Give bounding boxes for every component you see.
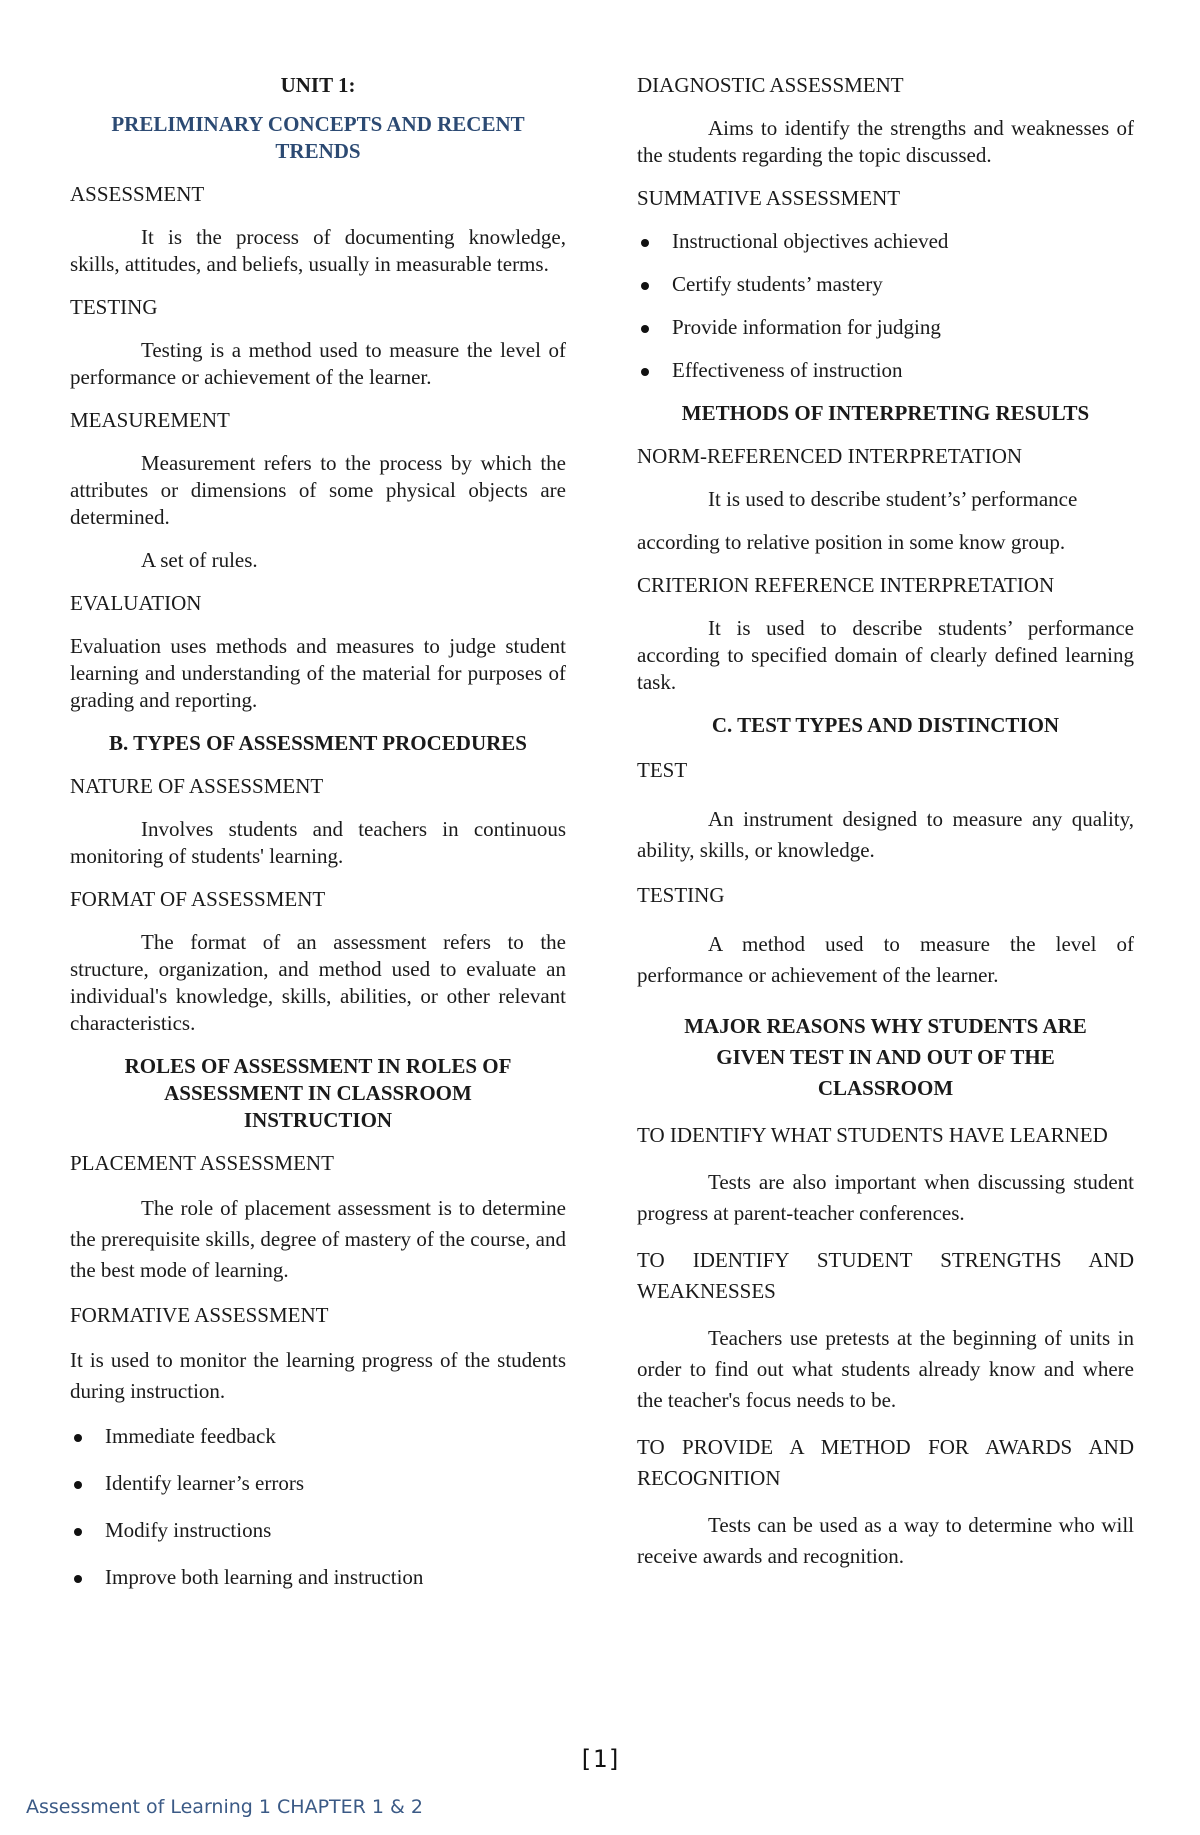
norm-heading: NORM-REFERENCED INTERPRETATION [637, 444, 1023, 468]
summative-bullet-list [637, 228, 1134, 384]
bullet-icon [74, 1434, 82, 1442]
summative-heading: SUMMATIVE ASSESSMENT [637, 186, 901, 210]
evaluation-definition: Evaluation uses methods and measures to judge student learning and understanding of the material for purposes of grading and reporting. [70, 634, 566, 712]
format-heading: FORMAT OF ASSESSMENT [70, 887, 326, 911]
criterion-definition: It is used to describe students’ performance according to specified domain of clearly defined learning task. [637, 616, 1134, 694]
testing-definition-right: A method used to measure the level of performance or achievement of the learner. [637, 932, 1134, 987]
formative-definition: It is used to monitor the learning progress of the students during instruction. [70, 1348, 566, 1403]
identify-strengths-text: Teachers use pretests at the beginning of units in order to find out what students already know and where the teacher's focus needs to be. [637, 1326, 1134, 1412]
list-item: Improve both learning and instruction [70, 1564, 566, 1591]
identify-learned-heading: TO IDENTIFY WHAT STUDENTS HAVE LEARNED [637, 1123, 1108, 1147]
test-heading: TEST [637, 758, 688, 782]
list-item: Provide information for judging [637, 314, 1134, 341]
norm-definition-line-2: according to relative position in some know group. [637, 530, 1066, 554]
list-item: Effectiveness of instruction [637, 357, 1134, 384]
testing-heading: TESTING [70, 295, 158, 319]
awards-heading: TO PROVIDE A METHOD FOR AWARDS AND RECOGNITION [637, 1435, 1134, 1490]
nature-definition: Involves students and teachers in continuous monitoring of students' learning. [70, 817, 566, 868]
nature-heading: NATURE OF ASSESSMENT [70, 774, 324, 798]
list-item: Identify learner’s errors [70, 1470, 566, 1497]
list-item: Modify instructions [70, 1517, 566, 1544]
left-column [70, 72, 566, 1611]
measurement-heading: MEASUREMENT [70, 408, 230, 432]
reasons-heading: MAJOR REASONS WHY STUDENTS ARE GIVEN TEST IN AND OUT OF THE CLASSROOM [684, 1014, 1087, 1100]
rules-text: A set of rules. [141, 548, 258, 572]
diagnostic-heading: DIAGNOSTIC ASSESSMENT [637, 73, 904, 97]
right-column [637, 72, 1134, 1588]
list-item: Instructional objectives achieved [637, 228, 1134, 255]
evaluation-heading: EVALUATION [70, 591, 202, 615]
testing-heading-right: TESTING [637, 883, 725, 907]
unit-title: UNIT 1: [280, 73, 356, 97]
norm-definition-line-1: It is used to describe student’s’ performance [708, 487, 1078, 511]
bullet-icon [74, 1481, 82, 1489]
test-types-heading: C. TEST TYPES AND DISTINCTION [711, 713, 1060, 737]
bullet-icon [74, 1528, 82, 1536]
identify-learned-text: Tests are also important when discussing student progress at parent-teacher conferences. [637, 1170, 1134, 1225]
awards-text: Tests can be used as a way to determine who will receive awards and recognition. [637, 1513, 1134, 1568]
criterion-heading: CRITERION REFERENCE INTERPRETATION [637, 573, 1055, 597]
types-heading: B. TYPES OF ASSESSMENT PROCEDURES [109, 731, 527, 755]
assessment-definition: It is the process of documenting knowledge, skills, attitudes, and beliefs, usually in measurable terms. [70, 225, 566, 276]
list-item: Immediate feedback [70, 1423, 566, 1450]
formative-bullet-list [70, 1423, 566, 1591]
measurement-definition: Measurement refers to the process by which the attributes or dimensions of some physical objects are determined. [70, 451, 566, 529]
placement-definition: The role of placement assessment is to determine the prerequisite skills, degree of mastery of the course, and the best mode of learning. [70, 1196, 566, 1282]
list-item: Certify students’ mastery [637, 271, 1134, 298]
footer-text: Assessment of Learning 1 CHAPTER 1 & 2 [26, 1796, 423, 1818]
identify-strengths-heading: TO IDENTIFY STUDENT STRENGTHS AND WEAKNESSES [637, 1248, 1134, 1303]
bullet-icon [641, 368, 649, 376]
bullet-icon [641, 239, 649, 247]
assessment-heading: ASSESSMENT [70, 182, 205, 206]
roles-heading: ROLES OF ASSESSMENT IN ROLES OF ASSESSMENT IN CLASSROOM INSTRUCTION [124, 1054, 512, 1132]
placement-heading: PLACEMENT ASSESSMENT [70, 1151, 334, 1175]
testing-definition: Testing is a method used to measure the level of performance or achievement of the learner. [70, 338, 566, 389]
diagnostic-definition: Aims to identify the strengths and weaknesses of the students regarding the topic discussed. [637, 116, 1134, 167]
test-definition: An instrument designed to measure any quality, ability, skills, or knowledge. [637, 807, 1134, 862]
bullet-icon [641, 282, 649, 290]
format-definition: The format of an assessment refers to the structure, organization, and method used to evaluate an individual's knowledge, skills, abilities, or other relevant characteristics. [70, 930, 566, 1035]
bullet-icon [641, 325, 649, 333]
page-number: [1] [578, 1745, 622, 1773]
bullet-icon [74, 1575, 82, 1583]
methods-heading: METHODS OF INTERPRETING RESULTS [681, 401, 1090, 425]
formative-heading: FORMATIVE ASSESSMENT [70, 1303, 329, 1327]
unit-subtitle: PRELIMINARY CONCEPTS AND RECENT TRENDS [111, 112, 525, 163]
